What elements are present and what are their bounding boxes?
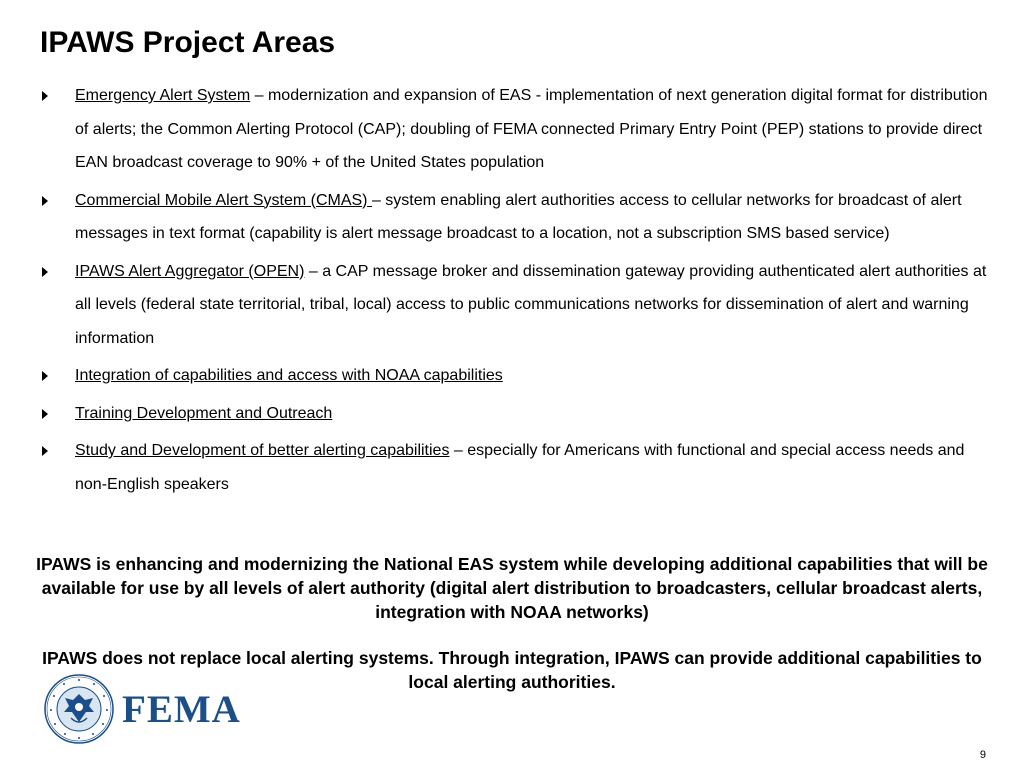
fema-logo	[44, 674, 241, 744]
summary-paragraph-1: IPAWS is enhancing and modernizing the National EAS system while developing additional capabilities that will be available for use by all levels of alert authority (digital alert distribution to broadcasters, cellular broadcast alerts, integration with NOAA networks)	[36, 554, 988, 622]
list-item	[42, 434, 992, 501]
list-item	[42, 359, 992, 393]
dhs-seal-icon	[44, 674, 114, 744]
bullet-link[interactable]: Commercial Mobile Alert System (CMAS)	[75, 191, 372, 209]
bullet-link[interactable]: IPAWS Alert Aggregator (OPEN)	[75, 262, 305, 280]
bullet-link[interactable]: Training Development and Outreach	[75, 404, 333, 422]
page-number: 9	[979, 749, 986, 761]
bullet-text: – a CAP message broker and dissemination gateway providing authenticated alert authorities at all levels (federal state territorial, tribal, local) access to public communications networks for dissemination of alert and warning information	[75, 262, 987, 347]
slide-title: IPAWS Project Areas	[40, 26, 336, 59]
bullet-arrow-icon	[42, 196, 48, 206]
list-item	[42, 397, 992, 431]
bullet-arrow-icon	[42, 267, 48, 277]
project-areas-list	[42, 79, 992, 505]
summary-paragraph-2: IPAWS does not replace local alerting systems. Through integration, IPAWS can provide additional capabilities to local alerting authorities.	[42, 648, 982, 692]
bullet-arrow-icon	[42, 446, 48, 456]
bullet-arrow-icon	[42, 409, 48, 419]
bullet-link[interactable]: Study and Development of better alerting capabilities	[75, 442, 450, 459]
bullet-link[interactable]: Integration of capabilities and access with NOAA capabilities	[75, 367, 503, 384]
fema-wordmark: FEMA	[122, 687, 241, 731]
list-item	[42, 79, 992, 180]
list-item	[42, 255, 992, 356]
bullet-text: – system enabling alert authorities access to cellular networks for broadcast of alert messages in text format (capability is alert message broadcast to a location, not a subscription SMS based service)	[75, 191, 962, 242]
bullet-arrow-icon	[42, 91, 48, 101]
bullet-link[interactable]: Emergency Alert System	[75, 87, 251, 104]
bullet-text: – modernization and expansion of EAS - implementation of next generation digital format for distribution of alerts; the Common Alerting Protocol (CAP); doubling of FEMA connected Primary Entry Point (PEP) stations to provide direct EAN broadcast coverage to 90% + of the United States population	[75, 87, 988, 171]
bullet-arrow-icon	[42, 371, 48, 381]
list-item	[42, 184, 992, 251]
bullet-text: – especially for Americans with functional and special access needs and non-English speakers	[75, 442, 965, 493]
